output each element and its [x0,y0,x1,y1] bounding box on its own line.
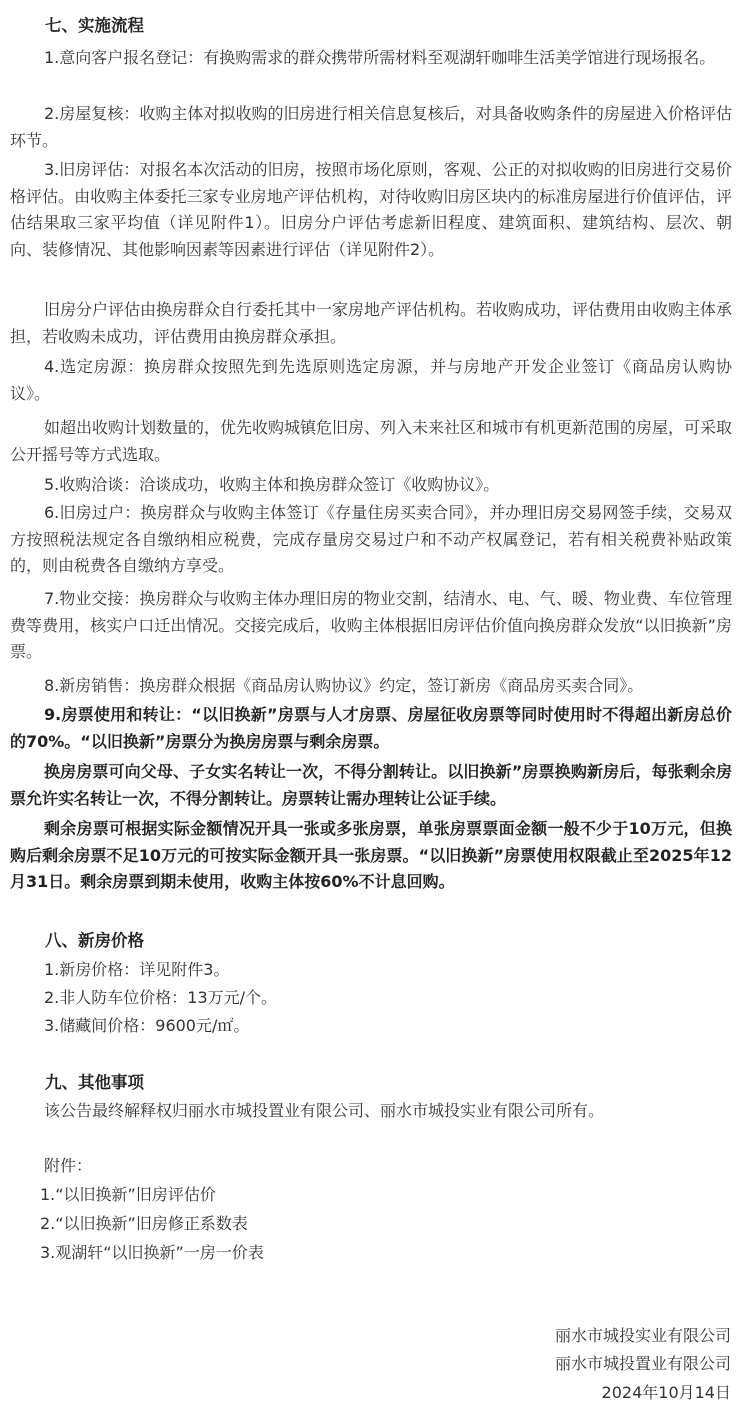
interpretation-statement: 该公告最终解释权归丽水市城投置业有限公司、丽水市城投实业有限公司所有。 [44,1101,605,1120]
paragraph-lottery: 如超出收购计划数量的，优先收购城镇危旧房、列入未来社区和城市有机更新范围的房屋，可采取公开摇号等方式选取。 [10,418,733,464]
attachments-label: 附件： [44,1156,93,1175]
paragraph-review: 2.房屋复核：收购主体对拟收购的旧房进行相关信息复核后，对具备收购条件的房屋进入价格评估环节。 [10,104,732,150]
price-line-house: 1.新房价格：详见附件3。 [44,960,230,979]
price-line-storage: 3.储藏间价格：9600元/㎡。 [44,1016,250,1035]
paragraph-transfer: 6.旧房过户：换房群众与收购主体签订《存量住房买卖合同》，并办理旧房交易网签手续，交易双方按照税法规定各自缴纳相应税费，完成存量房交易过户和不动产权属登记，若有相关税费补贴政策的，则由税费各自缴纳方享受。 [10,503,732,575]
paragraph-assessment: 3.旧房评估：对报名本次活动的旧房，按照市场化原则，客观、公正的对拟收购的旧房进行交易价格评估。由收购主体委托三家专业房地产评估机构，对待收购旧房区块内的标准房屋进行价值评估，评估结果取三家平均值（详见附件1）。旧房分户评估考虑新旧程度、建筑面积、建筑结构、层次、朝向、装修情况、其他影响因素等因素进行评估（详见附件2）。 [10,160,732,259]
price-line-parking: 2.非人防车位价格：13万元/个。 [44,988,278,1007]
section-title-other: 九、其他事项 [45,1073,144,1092]
paragraph-ticket-usage: 9.房票使用和转让：“以旧换新”房票与人才房票、房屋征收房票等同时使用时不得超出新房总价的70%。“以旧换新”房票分为换房房票与剩余房票。 [10,705,732,751]
paragraph-ticket-transfer: 换房房票可向父母、子女实名转让一次，不得分割转让。以旧换新”房票换购新房后，每张剩余房票允许实名转让一次，不得分割转让。房票转让需办理转让公证手续。 [10,762,732,808]
paragraph-assessment-fee: 旧房分户评估由换房群众自行委托其中一家房地产评估机构。若收购成功，评估费用由收购主体承担，若收购未成功，评估费用由换房群众承担。 [10,300,733,346]
section-title-implementation: 七、实施流程 [45,16,144,35]
signature-date: 2024年10月14日 [601,1383,731,1402]
signature-company-2: 丽水市城投置业有限公司 [554,1354,731,1373]
attachment-item: 1.“以旧换新”旧房评估价 [40,1185,216,1204]
paragraph-remaining-ticket: 剩余房票可根据实际金额情况开具一张或多张房票，单张房票票面金额一般不少于10万元，但换购后剩余房票不足10万元的可按实际金额开具一张房票。“以旧换新”房票使用权限截止至2025年12月31日。剩余房票到期未使用，收购主体按60%不计息回购。 [10,819,732,891]
paragraph-negotiation: 5.收购洽谈：洽谈成功，收购主体和换房群众签订《收购协议》。 [44,475,500,494]
signature-company-1: 丽水市城投实业有限公司 [554,1326,731,1345]
attachment-item: 2.“以旧换新”旧房修正系数表 [40,1214,248,1233]
paragraph-handover: 7.物业交接：换房群众与收购主体办理旧房的物业交割，结清水、电、气、暖、物业费、车位管理费等费用，核实户口迁出情况。交接完成后，收购主体根据旧房评估价值向换房群众发放“以旧换新”房票。 [10,589,732,661]
attachment-item: 3.观湖轩“以旧换新”一房一价表 [40,1243,264,1262]
paragraph-new-sales: 8.新房销售：换房群众根据《商品房认购协议》约定，签订新房《商品房买卖合同》。 [44,676,644,695]
paragraph-registration: 1.意向客户报名登记：有换购需求的群众携带所需材料至观湖轩咖啡生活美学馆进行现场报名。 [44,48,716,67]
paragraph-select-house: 4.选定房源：换房群众按照先到先选原则选定房源，并与房地产开发企业签订《商品房认购协议》。 [10,357,732,403]
section-title-price: 八、新房价格 [45,931,144,950]
